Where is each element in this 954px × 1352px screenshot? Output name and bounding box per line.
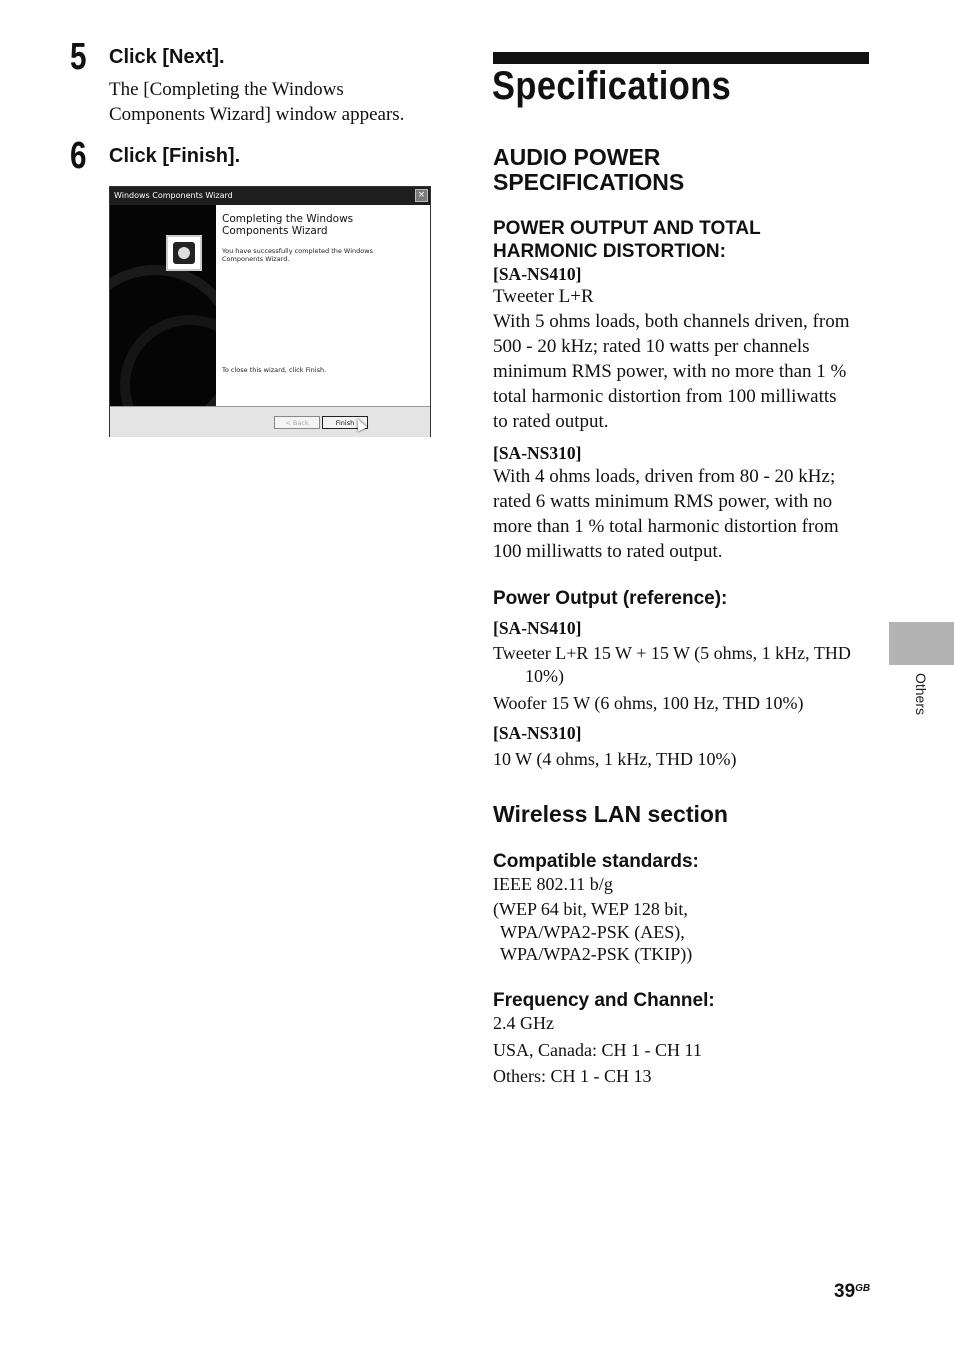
channels-usa: USA, Canada: CH 1 - CH 11 (493, 1040, 702, 1060)
wizard-side-panel (110, 205, 216, 406)
section-tab (889, 622, 954, 665)
model-ns410: [SA-NS410] (493, 264, 582, 284)
compatible-standards-heading: Compatible standards: (493, 851, 699, 872)
wireless-lan-heading: Wireless LAN section (493, 801, 728, 827)
close-icon[interactable]: × (415, 189, 428, 202)
channels-others: Others: CH 1 - CH 13 (493, 1066, 652, 1086)
wizard-close-hint: To close this wizard, click Finish. (222, 366, 327, 374)
wizard-heading: Completing the Windows Components Wizard (222, 213, 354, 237)
section-tab-label: Others (913, 672, 929, 716)
ref-woofer-text: Woofer 15 W (6 ohms, 100 Hz, THD 10%) (493, 693, 804, 713)
step-6-title: Click [Finish]. (109, 145, 241, 167)
finish-button[interactable]: Finish (322, 416, 368, 429)
step-5-text-line1: The [Completing the Windows (109, 79, 344, 100)
page-number: $39^{GB}$ (834, 1281, 871, 1302)
page-number-suffix: GB (855, 1283, 871, 1294)
tweeter-label: Tweeter L+R (493, 286, 594, 307)
step-5-number: 5 (70, 36, 87, 78)
wizard-success-text: You have successfully completed the Windows Components Wizard. (222, 247, 373, 263)
ref-model-ns410: [SA-NS410] (493, 618, 582, 638)
wizard-title-bar (110, 187, 430, 205)
ref-ns310-value: 10 W (4 ohms, 1 kHz, THD 10%) (493, 749, 737, 769)
ref-tweeter-text: Tweeter L+R 15 W + 15 W (5 ohms, 1 kHz, THD 10%) (493, 643, 851, 686)
frequency-value: 2.4 GHz (493, 1013, 554, 1033)
step-6-number: 6 (70, 135, 87, 177)
title-rule (493, 52, 869, 64)
page-title: Specifications (492, 64, 732, 108)
security-standards: (WEP 64 bit, WEP 128 bit, WPA/WPA2-PSK (AES), WPA/WPA2-PSK (TKIP)) (493, 899, 693, 964)
thd-heading: POWER OUTPUT AND TOTAL HARMONIC DISTORTION: (493, 218, 761, 262)
power-reference-heading: Power Output (reference): (493, 588, 728, 609)
wizard-footer (110, 406, 430, 437)
wizard-title: Windows Components Wizard (114, 191, 233, 200)
ref-model-ns310: [SA-NS310] (493, 723, 582, 743)
compatible-standards-value: IEEE 802.11 b/g (493, 874, 613, 894)
ns410-spec-text: With 5 ohms loads, both channels driven, from 500 - 20 kHz; rated 10 watts per channels minimum RMS power, with no more than 1 % total harmonic distortion from 100 milliwatts to rated output. (493, 311, 850, 432)
model-ns310: [SA-NS310] (493, 443, 582, 463)
step-5-text-line2: Components Wizard] window appears. (109, 104, 405, 125)
ns310-spec-text: With 4 ohms loads, driven from 80 - 20 kHz; rated 6 watts minimum RMS power, with no more than 1 % total harmonic distortion from 100 milliwatts to rated output. (493, 466, 839, 562)
frequency-heading: Frequency and Channel: (493, 990, 715, 1011)
step-5-title: Click [Next]. (109, 46, 225, 68)
wizard-screenshot (109, 186, 431, 437)
back-button[interactable]: < Back (274, 416, 320, 429)
cd-box-icon (166, 235, 202, 271)
audio-power-heading: AUDIO POWER SPECIFICATIONS (493, 144, 685, 195)
